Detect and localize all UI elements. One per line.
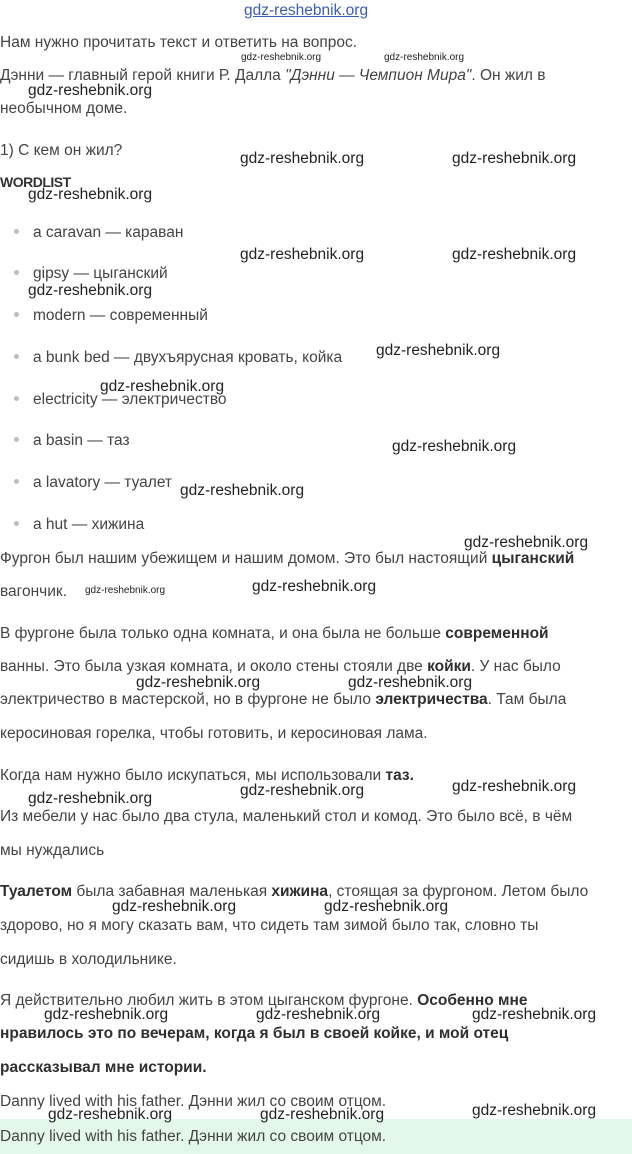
watermark: gdz-reshebnik.org: [28, 282, 153, 299]
text-line: рассказывал мне истории.: [0, 1059, 207, 1076]
bullet-icon: [14, 312, 19, 317]
answer-highlight: Danny lived with his father. Дэнни жил со своим отцом.: [0, 1119, 632, 1154]
text-line: Туалетом была забавная маленькая хижина, стоящая за фургоном. Летом было: [0, 883, 589, 900]
text-line: сидишь в холодильнике.: [0, 951, 177, 968]
watermark: gdz-reshebnik.org: [28, 82, 153, 99]
watermark: gdz-reshebnik.org: [452, 150, 577, 167]
intro-line-3: необычном доме.: [0, 100, 128, 117]
watermark: gdz-reshebnik.org: [112, 898, 237, 915]
bullet-icon: [14, 354, 19, 359]
watermark: gdz-reshebnik.org: [324, 898, 449, 915]
watermark: gdz-reshebnik.org: [252, 578, 377, 595]
text-line: Фургон был нашим убежищем и нашим домом. Это был настоящий цыганский: [0, 550, 575, 567]
watermark: gdz-reshebnik.org: [136, 674, 261, 691]
text-line: электричество в мастерской, но в фургоне не было электричества. Там была: [0, 691, 567, 708]
text-line: здорово, но я могу сказать вам, что сидеть там зимой было так, словно ты: [0, 917, 539, 934]
wordlist-title: WORDLIST: [0, 174, 71, 190]
watermark: gdz-reshebnik.org: [85, 585, 166, 596]
intro-text: Дэнни — главный герой книги Р. Далла: [0, 67, 281, 84]
watermark: gdz-reshebnik.org: [241, 52, 322, 63]
intro-line-1: Нам нужно прочитать текст и ответить на вопрос.: [0, 34, 358, 51]
watermark: gdz-reshebnik.org: [180, 482, 305, 499]
watermark: gdz-reshebnik.org: [472, 1006, 597, 1023]
watermark: gdz-reshebnik.org: [384, 52, 465, 63]
intro-text-end: . Он жил в: [471, 67, 546, 84]
watermark-top[interactable]: gdz-reshebnik.org: [244, 2, 369, 19]
wordlist-item: electricity — электричество: [14, 390, 227, 410]
wordlist-item: gipsy — цыганский: [14, 264, 168, 284]
watermark: gdz-reshebnik.org: [28, 790, 153, 807]
text-line: нравилось это по вечерам, когда я был в своей койке, и мой отец: [0, 1025, 509, 1042]
wordlist-item: a basin — таз: [14, 431, 130, 451]
watermark: gdz-reshebnik.org: [44, 1006, 169, 1023]
watermark: gdz-reshebnik.org: [260, 1106, 385, 1123]
text-line: вагончик.: [0, 583, 67, 600]
wordlist-item: a bunk bed — двухъярусная кровать, койка: [14, 348, 342, 368]
text-line: Из мебели у нас было два стула, маленький стол и комод. Это было всё, в чём: [0, 808, 573, 825]
watermark: gdz-reshebnik.org: [392, 438, 517, 455]
text-line: керосиновая горелка, чтобы готовить, и керосиновая лама.: [0, 725, 428, 742]
text-line: В фургоне была только одна комната, и она была не больше современной: [0, 625, 549, 642]
watermark: gdz-reshebnik.org: [452, 778, 577, 795]
wordlist-item: modern — современный: [14, 306, 208, 326]
book-title: "Дэнни — Чемпион Мира": [285, 67, 472, 84]
bullet-icon: [14, 229, 19, 234]
watermark: gdz-reshebnik.org: [48, 1106, 173, 1123]
watermark: gdz-reshebnik.org: [464, 534, 589, 551]
watermark: gdz-reshebnik.org: [256, 1006, 381, 1023]
wordlist-item: a hut — хижина: [14, 515, 144, 535]
text-line: Когда нам нужно было искупаться, мы использовали таз.: [0, 767, 414, 784]
watermark: gdz-reshebnik.org: [240, 246, 365, 263]
text-line: мы нуждались: [0, 842, 105, 859]
watermark: gdz-reshebnik.org: [240, 150, 365, 167]
text-line: ванны. Это была узкая комната, и около стены стояли две койки. У нас было: [0, 658, 561, 675]
bullet-icon: [14, 437, 19, 442]
watermark: gdz-reshebnik.org: [452, 246, 577, 263]
bullet-icon: [14, 270, 19, 275]
bullet-icon: [14, 521, 19, 526]
watermark: gdz-reshebnik.org: [376, 342, 501, 359]
watermark: gdz-reshebnik.org: [28, 186, 153, 203]
question: 1) С кем он жил?: [0, 142, 123, 159]
watermark: gdz-reshebnik.org: [240, 782, 365, 799]
bullet-icon: [14, 396, 19, 401]
wordlist-item: a lavatory — туалет: [14, 473, 172, 493]
watermark: gdz-reshebnik.org: [348, 674, 473, 691]
bullet-icon: [14, 479, 19, 484]
answer-text: Danny lived with his father. Дэнни жил со своим отцом.: [0, 1093, 387, 1110]
watermark: gdz-reshebnik.org: [100, 378, 225, 395]
text-line: Я действительно любил жить в этом цыганском фургоне. Особенно мне: [0, 992, 528, 1009]
watermark: gdz-reshebnik.org: [472, 1102, 597, 1119]
wordlist-item: a caravan — караван: [14, 223, 183, 243]
